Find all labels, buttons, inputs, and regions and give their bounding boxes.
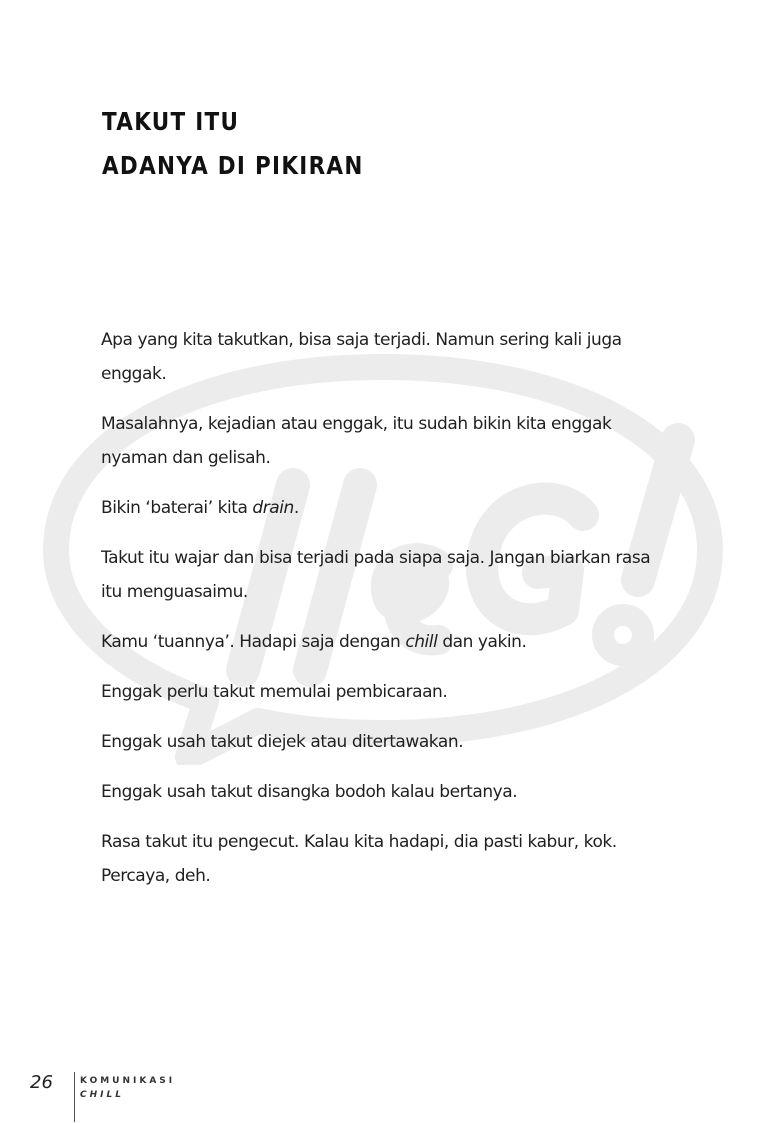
paragraph: Apa yang kita takutkan, bisa saja terjadi. Namun sering kali juga enggak. bbox=[101, 330, 622, 384]
footer-divider bbox=[74, 1072, 75, 1122]
paragraph: Enggak perlu takut memulai pembicaraan. bbox=[101, 682, 448, 702]
paragraph: Enggak usah takut disangka bodoh kalau bertanya. bbox=[101, 782, 518, 802]
paragraph: Enggak usah takut diejek atau ditertawakan. bbox=[101, 732, 464, 752]
running-footer bbox=[80, 1074, 175, 1102]
paragraph-text: . bbox=[293, 498, 299, 518]
body-text bbox=[101, 323, 671, 909]
paragraph: Takut itu wajar dan bisa terjadi pada siapa saja. Jangan biarkan rasa itu menguasaimu. bbox=[101, 548, 651, 602]
book-title: KOMUNIKASI bbox=[80, 1076, 176, 1086]
paragraph-text: dan yakin. bbox=[437, 632, 527, 652]
page-number: 26 bbox=[30, 1072, 53, 1093]
paragraph-text: Kamu ‘tuannya’. Hadapi saja dengan bbox=[101, 632, 406, 652]
paragraph: Rasa takut itu pengecut. Kalau kita hadapi, dia pasti kabur, kok. Percaya, deh. bbox=[101, 832, 617, 886]
page-title-line-2: ADANYA DI PIKIRAN bbox=[102, 151, 364, 180]
page-title-line-1: TAKUT ITU bbox=[102, 107, 240, 136]
page-title bbox=[102, 100, 364, 188]
paragraph-text: Bikin ‘baterai’ kita bbox=[101, 498, 253, 518]
book-subtitle: CHILL bbox=[80, 1090, 124, 1100]
emphasis-text: chill bbox=[405, 632, 438, 652]
paragraph: Masalahnya, kejadian atau enggak, itu sudah bikin kita enggak nyaman dan gelisah. bbox=[101, 414, 612, 468]
paragraph bbox=[101, 491, 671, 525]
emphasis-text: drain bbox=[252, 498, 294, 518]
paragraph bbox=[101, 625, 671, 659]
